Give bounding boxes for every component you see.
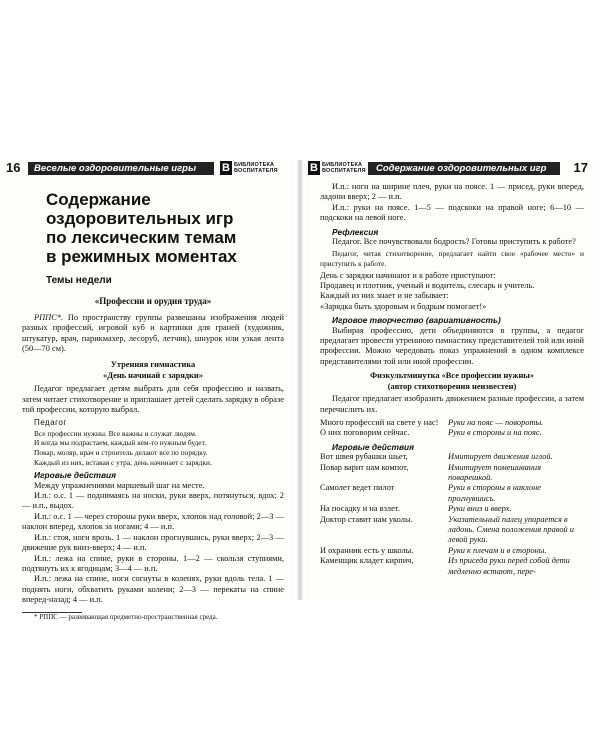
poem-line: Продавец и плотник, ученый и водитель, слесарь и учитель.	[320, 281, 535, 291]
actions-heading: Игровые действия	[332, 441, 415, 452]
intro-paragraph: Педагог предлагает детям выбрать для себя профессию и назвать, затем читает стихотворение и приглашает детей сделать зарядку в образе той профессии, которую выбрал.	[22, 384, 284, 415]
verse-text: Самолет ведет пилот	[320, 483, 395, 493]
verse-movement: Имитирует помешивания поварешкой.	[448, 462, 541, 482]
action-item: И.п.: лежа на спине, руки в стороны. 1—2 — скользя ступнями, подтянуть их к ягодицам; 3—4 — и.п.	[22, 553, 284, 573]
action-item: И.п.: стоя, ноги врозь. 1 — наклон прогнувшись, руки вверх; 2—3 — движение рук вниз-вверх; 4 — и.п.	[22, 532, 284, 553]
pedagog-label: Педагог	[34, 418, 67, 428]
action-item: И.п.: лежа на спине, ноги согнуты в коленях, руки вдоль тела. 1 — поднять ноги, обхватить руками колени; 2—3 — перекаты на спине вперед-назад; 4 — и.п.	[22, 574, 284, 605]
chapter-title-line: Содержание	[46, 190, 151, 209]
left-header	[6, 160, 294, 178]
left-page	[6, 160, 294, 621]
creativity-text: Выбирая профессию, дети объединяются в группы, а педагог предлагает провести утреннюю гимнастику представителей той или иной профессии. Можно чередовать показ упражнений в одном комплексе представителями той или иной профессии.	[320, 325, 584, 366]
right-header	[306, 160, 594, 178]
fizk-intro: Педагог предлагает изобразить движением разные профессии, а затем перечислить их.	[320, 394, 584, 414]
chapter-title-line: в режимных моментах	[46, 247, 237, 266]
poem-line: День с зарядки начинают и к работе приступают:	[320, 270, 496, 280]
topic-title: «Профессии и орудия труда»	[94, 296, 212, 307]
gym-subtitle: «День начинай с зарядки»	[103, 370, 203, 380]
logo-letter: B	[220, 161, 232, 175]
verse-text: И охранник есть у школы.	[320, 545, 414, 555]
reflection-heading: Рефлексия	[332, 226, 379, 237]
action-item: Между упражнениями маршевый шаг на месте.	[34, 480, 205, 490]
right-page	[306, 160, 594, 600]
verse-movement: Из приседа руки перед собой дети медленно встают, пере-	[448, 556, 570, 576]
fizk-title: Физкультминутка «Все профессии нужны»	[369, 371, 535, 381]
verse-row	[320, 463, 584, 484]
verse-movement: Имитирует движения иглой.	[448, 452, 553, 462]
rpps-label: РППС*.	[34, 312, 64, 322]
left-content	[22, 182, 284, 622]
verse-row	[320, 483, 584, 504]
logo-line2: ВОСПИТАТЕЛЯ	[234, 168, 278, 174]
poem-line: Все профессии нужны. Все важны и служат людям.	[34, 428, 197, 438]
library-logo	[308, 160, 366, 176]
logo-line1: БИБЛИОТЕКА	[322, 162, 363, 168]
chapter-title-line: по лексическим темам	[46, 228, 237, 247]
verse-text: О них поговорим сейчас.	[320, 428, 410, 438]
right-content	[320, 182, 584, 577]
verse-movement: Руки в стороны и на пояс.	[448, 428, 542, 438]
logo-line2: ВОСПИТАТЕЛЯ	[322, 168, 366, 174]
book-gutter	[296, 160, 304, 600]
verse-text: Повар варит нам компот,	[320, 462, 409, 472]
continued-item: И.п.: ноги на ширине плеч, руки на поясе. 1 — присед, руки вперед, ладони вверх; 2 — и.п.	[320, 182, 584, 202]
verse-row	[320, 418, 584, 428]
poem-line: Каждый из них, вставая с утра, день начинает с зарядки.	[34, 457, 212, 467]
verse-movement: Указательный палец упирается в ладонь. Смена положения правой и левой руки.	[448, 514, 574, 545]
pair-block-a	[320, 418, 584, 439]
poem-line: «Зарядка быть здоровым и бодрым помогает!»	[320, 301, 487, 311]
reflection-text: Педагог. Все почувствовали бодрость? Готовы приступить к работе?	[332, 237, 576, 247]
creativity-heading: Игровое творчество (вариативность)	[332, 315, 501, 326]
chapter-title	[46, 190, 284, 266]
verse-text: Каменщик кладет кирпич,	[320, 556, 414, 566]
verse-row	[320, 452, 584, 462]
action-item: И.п.: о.с. 1 — через стороны руки вверх, хлопок над головой; 2—3 — наклон вперед, хлопок за ногами; 4 — и.п.	[22, 511, 284, 532]
verse-movement: Руки к плечам и в стороны.	[448, 545, 547, 555]
poem-line: Каждый из них знает и не забывает:	[320, 291, 449, 301]
action-item: И.п.: о.с. 1 — поднимаясь на носки, руки вверх, потянуться, вдох; 2 — и.п., выдох.	[22, 491, 284, 511]
actions-heading: Игровые действия	[34, 470, 117, 481]
footnote: * РППС — развивающая предметно-пространственная среда.	[34, 612, 218, 621]
poem-line: Повар, моляр, врач и строитель делают все по порядку.	[34, 448, 208, 458]
rpps-text: По пространству группы развешаны изображения людей разных профессий, игровой куб и картинки для граней (художник, штукатур, врач, парикмахер, лесоруб, летчик), шнурок или узкая лента (50—70 см).	[22, 312, 284, 354]
verse-movement: Руки на пояс — повороты.	[448, 417, 544, 427]
verse-row	[320, 556, 584, 577]
running-header: Содержание оздоровительных игр	[376, 163, 547, 174]
reading-intro: Педагог, читая стихотворение, предлагает найти свое «рабочее место» и приступить к работе.	[320, 249, 584, 269]
library-logo	[220, 160, 278, 176]
verse-row	[320, 504, 584, 514]
page-number: 17	[573, 160, 588, 175]
verse-text: Вот швея рубашки шьет,	[320, 452, 408, 462]
pair-block-b	[320, 452, 584, 577]
continued-item: И.п.: руки на поясе. 1—5 — подскоки на правой ноге; 6—10 — подскоки на левой ноге.	[320, 202, 584, 223]
verse-movement: Руки вниз и вверх.	[448, 504, 512, 514]
verse-row	[320, 428, 584, 438]
running-header: Веселые оздоровительные игры	[34, 163, 197, 174]
logo-letter: B	[308, 161, 320, 175]
page-number: 16	[6, 160, 21, 175]
logo-line1: БИБЛИОТЕКА	[234, 162, 275, 168]
section-subtitle: Темы недели	[46, 275, 112, 286]
chapter-title-line: оздоровительных игр	[46, 209, 234, 228]
verse-movement: Руки в стороны в наклоне прогнувшись.	[448, 483, 541, 503]
verse-text: На посадку и на взлет.	[320, 504, 400, 514]
gym-title: Утренняя гимнастика	[110, 360, 196, 370]
verse-row	[320, 515, 584, 546]
fizk-subtitle: (автор стихотворения неизвестен)	[387, 381, 517, 391]
verse-row	[320, 546, 584, 556]
verse-text: Много профессий на свете у нас!	[320, 417, 439, 427]
poem-line: И когда мы подрастаем, каждый кем-то нужным будет.	[34, 438, 207, 448]
rpps-paragraph	[22, 313, 284, 355]
verse-text: Доктор ставит нам уколы.	[320, 514, 413, 524]
